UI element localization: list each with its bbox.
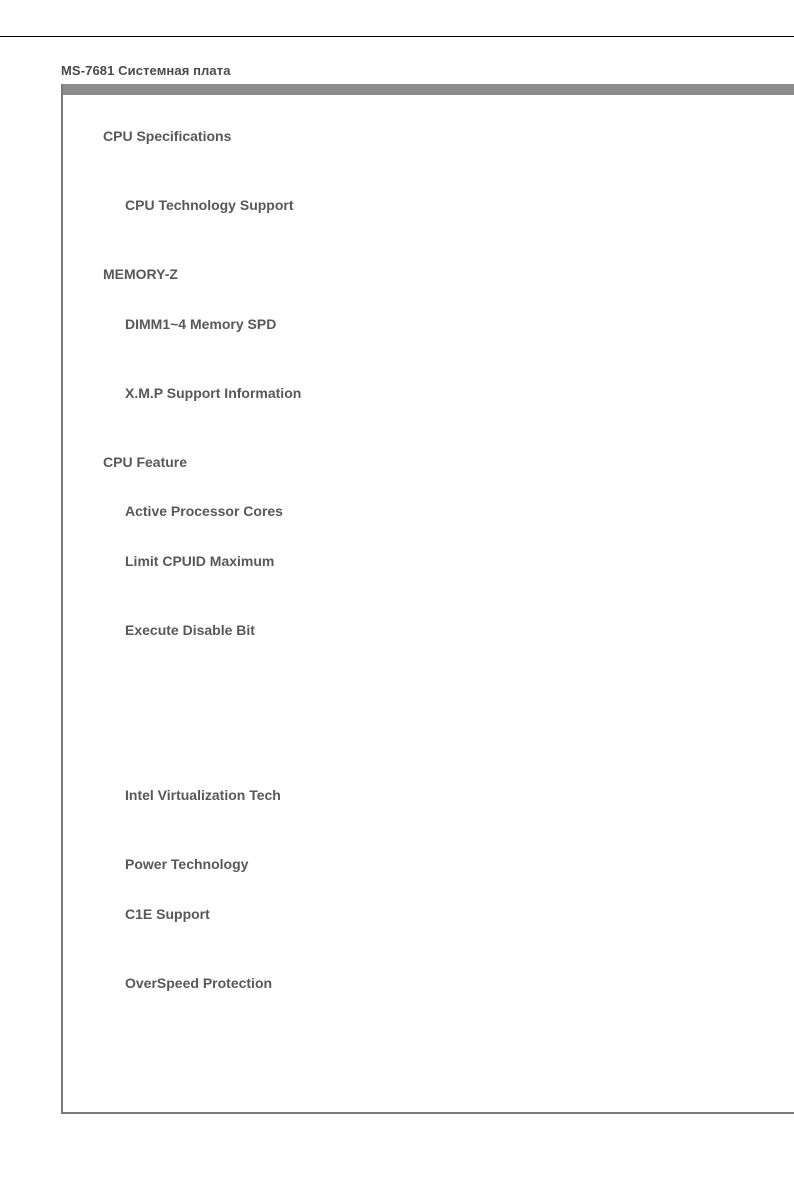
menu-item-limit-cpuid-maximum[interactable]: Limit CPUID Maximum: [125, 553, 275, 569]
crop-mark-line: [0, 36, 794, 37]
page-header-title: MS-7681 Системная плата: [61, 63, 231, 78]
menu-item-execute-disable-bit[interactable]: Execute Disable Bit: [125, 622, 255, 638]
section-frame-left-border: [61, 84, 63, 1114]
menu-item-xmp-support-information[interactable]: X.M.P Support Information: [125, 385, 302, 401]
menu-item-memory-z[interactable]: MEMORY-Z: [103, 266, 178, 282]
menu-item-dimm-memory-spd[interactable]: DIMM1~4 Memory SPD: [125, 316, 277, 332]
section-frame-top-bar: [61, 84, 794, 95]
menu-item-power-technology[interactable]: Power Technology: [125, 856, 249, 872]
menu-item-cpu-technology-support[interactable]: CPU Technology Support: [125, 197, 294, 213]
menu-item-intel-virtualization-tech[interactable]: Intel Virtualization Tech: [125, 787, 281, 803]
menu-item-cpu-specifications[interactable]: CPU Specifications: [103, 128, 232, 144]
section-frame-bottom-border: [61, 1112, 794, 1114]
menu-item-active-processor-cores[interactable]: Active Processor Cores: [125, 503, 283, 519]
menu-item-cpu-feature[interactable]: CPU Feature: [103, 454, 188, 470]
menu-item-c1e-support[interactable]: C1E Support: [125, 906, 210, 922]
menu-item-overspeed-protection[interactable]: OverSpeed Protection: [125, 975, 273, 991]
